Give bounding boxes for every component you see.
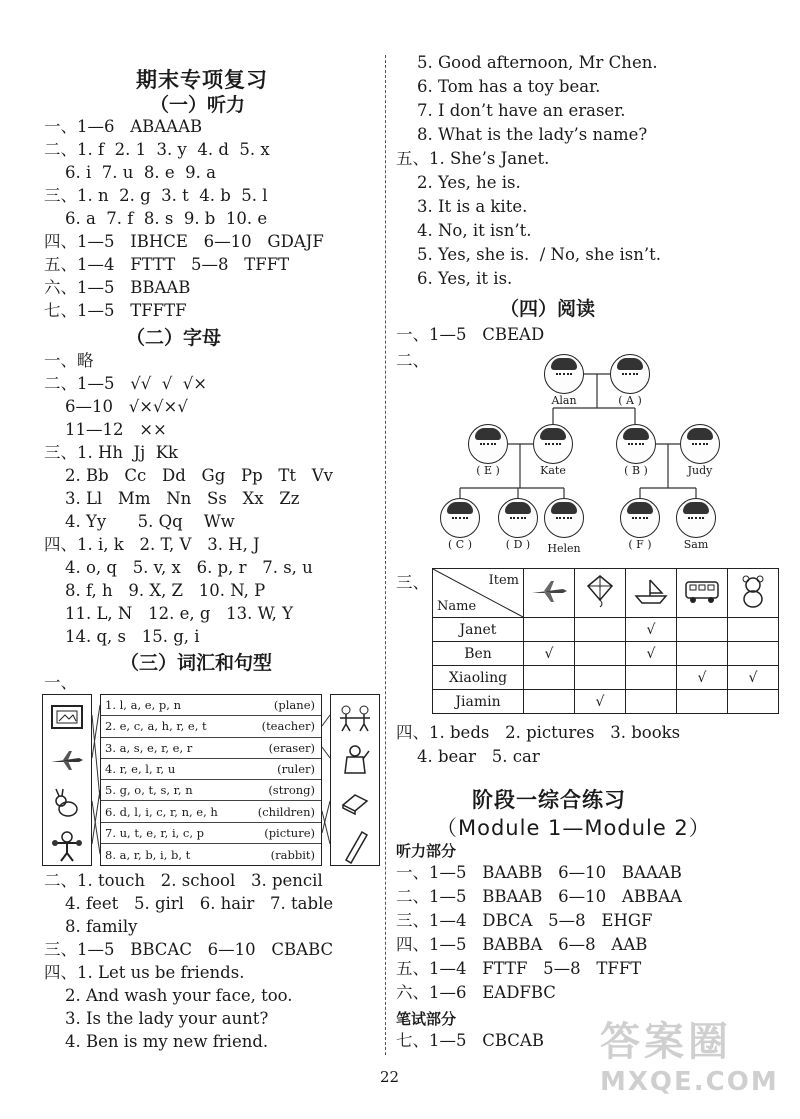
check-cell: √ <box>575 690 626 714</box>
answer-line: 三、1. Hh Jj Kk <box>44 443 179 462</box>
answer-line: 2. Bb Cc Dd Gg Pp Tt Vv <box>44 466 333 485</box>
check-cell: √ <box>677 666 728 690</box>
answer-line: 三、1—4 DBCA 5—8 EHGF <box>396 911 653 930</box>
answer-line: 四、1. i, k 2. T, V 3. H, J <box>44 535 260 554</box>
answer-line: 二、1—5 √√ √ √× <box>44 374 208 393</box>
section-title-letters: （二）字母 <box>126 327 222 349</box>
answer-line: 五、1—4 FTTF 5—8 TFFT <box>396 959 642 978</box>
listening-part-title: 听力部分 <box>396 842 457 860</box>
check-cell <box>677 690 728 714</box>
answer-line: 8. What is the lady’s name? <box>396 125 648 144</box>
answer-line: 五、1—4 FTTT 5—8 TFFT <box>44 255 290 274</box>
answer-line: 8. f, h 9. X, Z 10. N, P <box>44 581 266 600</box>
answer-line: 7. I don’t have an eraser. <box>396 101 626 120</box>
check-cell <box>575 642 626 666</box>
answer-line: 一、略 <box>44 351 94 370</box>
child-d-face-icon <box>498 498 538 538</box>
scrambled-letters: 7. u, t, e, r, i, c, p <box>105 825 205 840</box>
header-item: Item <box>488 573 519 588</box>
plane-icon <box>524 569 575 618</box>
check-cell <box>575 666 626 690</box>
table-header-row <box>433 569 779 618</box>
judy-face-icon <box>680 424 720 464</box>
table-exercise-label: 三、 <box>396 573 429 592</box>
children-icon <box>331 695 379 738</box>
answer-line: 七、1—5 TFFTF <box>44 301 187 320</box>
word-answer: (children) <box>257 804 315 819</box>
answer-line: 6—10 √×√×√ <box>44 397 188 416</box>
answer-line: 4. Yy 5. Qq Ww <box>44 512 235 531</box>
answer-line: 一、1—5 BAABB 6—10 BAAAB <box>396 863 682 882</box>
father-face-icon <box>616 424 656 464</box>
check-cell <box>626 690 677 714</box>
answer-line: 六、1—6 EADFBC <box>396 983 556 1002</box>
boat-icon <box>626 569 677 618</box>
answer-line: 4. No, it isn’t. <box>396 221 532 240</box>
answer-line: 4. feet 5. girl 6. hair 7. table <box>44 894 334 913</box>
tree-label: ( B ) <box>624 464 648 477</box>
answer-line: 6. Tom has a toy bear. <box>396 77 601 96</box>
teacher-icon <box>331 738 379 781</box>
section-title-listening: （一）听力 <box>150 94 246 116</box>
section-title-vocabulary: （三）词汇和句型 <box>120 652 273 674</box>
header-name: Name <box>437 599 477 614</box>
answer-line: 6. i 7. u 8. e 9. a <box>44 163 216 182</box>
tree-label: Helen <box>547 542 581 555</box>
check-cell <box>677 618 728 642</box>
item-table <box>432 568 779 714</box>
site-watermark-logo <box>600 1010 790 1110</box>
child-f-face-icon <box>620 498 660 538</box>
kate-face-icon <box>533 424 573 464</box>
tree-label: Judy <box>687 464 713 477</box>
table-row <box>433 642 779 666</box>
tree-label: ( D ) <box>505 538 531 551</box>
answer-line: 3. Is the lady your aunt? <box>44 1009 269 1028</box>
kite-icon <box>575 569 626 618</box>
match-exercise-label: 一、 <box>44 673 77 692</box>
tree-label: ( F ) <box>628 538 652 551</box>
answer-line: 8. family <box>44 917 138 936</box>
answer-line: 2. And wash your face, too. <box>44 986 293 1005</box>
check-cell: √ <box>524 642 575 666</box>
check-cell: √ <box>626 618 677 642</box>
column-divider <box>385 55 386 1055</box>
uncle-face-icon <box>468 424 508 464</box>
answer-line: 3. It is a kite. <box>396 197 528 216</box>
word-answer: (rabbit) <box>270 847 315 862</box>
scrambled-letters: 1. l, a, e, p, n <box>105 698 181 713</box>
picture-column-right <box>330 694 380 866</box>
watermark-text: 答案圈 <box>600 1019 732 1065</box>
answer-line: 14. q, s 15. g, i <box>44 627 200 646</box>
answer-line: 四、1. beds 2. pictures 3. books <box>396 723 681 742</box>
row-name: Xiaoling <box>433 666 524 690</box>
page-number: 22 <box>380 1068 400 1086</box>
watermark-url: MXQE.COM <box>600 1067 779 1097</box>
word-answer: (strong) <box>268 783 315 798</box>
check-cell <box>524 690 575 714</box>
answer-line: 五、1. She’s Janet. <box>396 149 550 168</box>
grandfather-face-icon <box>544 354 584 394</box>
answer-line: 二、1—5 BBAAB 6—10 ABBAA <box>396 887 682 906</box>
answer-line: 11. L, N 12. e, g 13. W, Y <box>44 604 294 623</box>
scrambled-letters: 5. g, o, t, s, r, n <box>105 783 193 798</box>
tree-label: ( E ) <box>476 464 500 477</box>
answer-line: 六、1—5 BBAAB <box>44 278 191 297</box>
table-row <box>433 666 779 690</box>
check-cell <box>524 666 575 690</box>
check-cell <box>524 618 575 642</box>
bear-icon <box>728 569 779 618</box>
answer-line: 2. Yes, he is. <box>396 173 521 192</box>
answer-line: 一、1—5 CBEAD <box>396 325 545 344</box>
section-title-reading: （四）阅读 <box>500 298 596 320</box>
table-row <box>433 690 779 714</box>
answer-line: 二、1. touch 2. school 3. pencil <box>44 871 323 890</box>
scrambled-letters: 3. a, s, e, r, e, r <box>105 740 193 755</box>
written-part-title: 笔试部分 <box>396 1010 457 1028</box>
family-tree <box>420 346 780 568</box>
answer-line: 三、1. n 2. g 3. t 4. b 5. l <box>44 186 268 205</box>
tree-label: ( C ) <box>448 538 472 551</box>
word-answer: (teacher) <box>261 719 315 734</box>
ruler-icon <box>331 824 379 867</box>
answer-line: 4. bear 5. car <box>396 747 540 766</box>
answer-line: 一、1—6 ABAAAB <box>44 117 203 136</box>
answer-line: 四、1—5 BABBA 6—8 AAB <box>396 935 648 954</box>
answer-line: 四、1. Let us be friends. <box>44 963 245 982</box>
family-tree-label: 二、 <box>396 351 429 370</box>
check-cell: √ <box>626 642 677 666</box>
answer-line: 6. a 7. f 8. s 9. b 10. e <box>44 209 268 228</box>
check-cell <box>626 666 677 690</box>
word-answer: (picture) <box>264 825 315 840</box>
tree-label: Sam <box>683 538 709 551</box>
scrambled-letters: 6. d, l, i, c, r, n, e, h <box>105 804 218 819</box>
page-title: 期末专项复习 <box>136 68 268 92</box>
check-cell <box>728 618 779 642</box>
answer-line: 3. Ll Mm Nn Ss Xx Zz <box>44 489 300 508</box>
scrambled-letters: 4. r, e, l, r, u <box>105 762 176 777</box>
word-answer: (eraser) <box>268 740 315 755</box>
bus-icon <box>677 569 728 618</box>
stage-subtitle: （Module 1—Module 2） <box>436 816 711 840</box>
check-cell <box>575 618 626 642</box>
scrambled-letters: 8. a, r, b, i, b, t <box>105 847 191 862</box>
table-row <box>433 618 779 642</box>
answer-line: 四、1—5 IBHCE 6—10 GDAJF <box>44 232 324 251</box>
answer-line: 二、1. f 2. 1 3. y 4. d 5. x <box>44 140 270 159</box>
tree-label: ( A ) <box>618 394 642 407</box>
helen-face-icon <box>544 498 584 538</box>
check-cell <box>728 642 779 666</box>
sam-face-icon <box>676 498 716 538</box>
tree-label: Alan <box>551 394 577 407</box>
answer-line: 七、1—5 CBCAB <box>396 1031 544 1050</box>
row-name: Ben <box>433 642 524 666</box>
check-cell: √ <box>728 666 779 690</box>
row-name: Janet <box>433 618 524 642</box>
answer-line: 11—12 ×× <box>44 420 167 439</box>
child-c-face-icon <box>440 498 480 538</box>
tree-label: Kate <box>540 464 566 477</box>
answer-line: 6. Yes, it is. <box>396 269 513 288</box>
word-answer: (plane) <box>273 698 315 713</box>
eraser-icon <box>331 781 379 824</box>
answer-line: 5. Yes, she is. / No, she isn’t. <box>396 245 661 264</box>
table-corner-header <box>433 569 524 618</box>
answer-line: 4. o, q 5. v, x 6. p, r 7. s, u <box>44 558 313 577</box>
answer-line: 三、1—5 BBCAC 6—10 CBABC <box>44 940 334 959</box>
answer-line: 4. Ben is my new friend. <box>44 1032 269 1051</box>
stage-title: 阶段一综合练习 <box>472 788 626 812</box>
check-cell <box>728 690 779 714</box>
word-answer: (ruler) <box>277 762 315 777</box>
matching-exercise <box>42 694 380 866</box>
answer-line: 5. Good afternoon, Mr Chen. <box>396 53 658 72</box>
scrambled-letters: 2. e, c, a, h, r, e, t <box>105 719 207 734</box>
row-name: Jiamin <box>433 690 524 714</box>
check-cell <box>677 642 728 666</box>
grandmother-face-icon <box>610 354 650 394</box>
